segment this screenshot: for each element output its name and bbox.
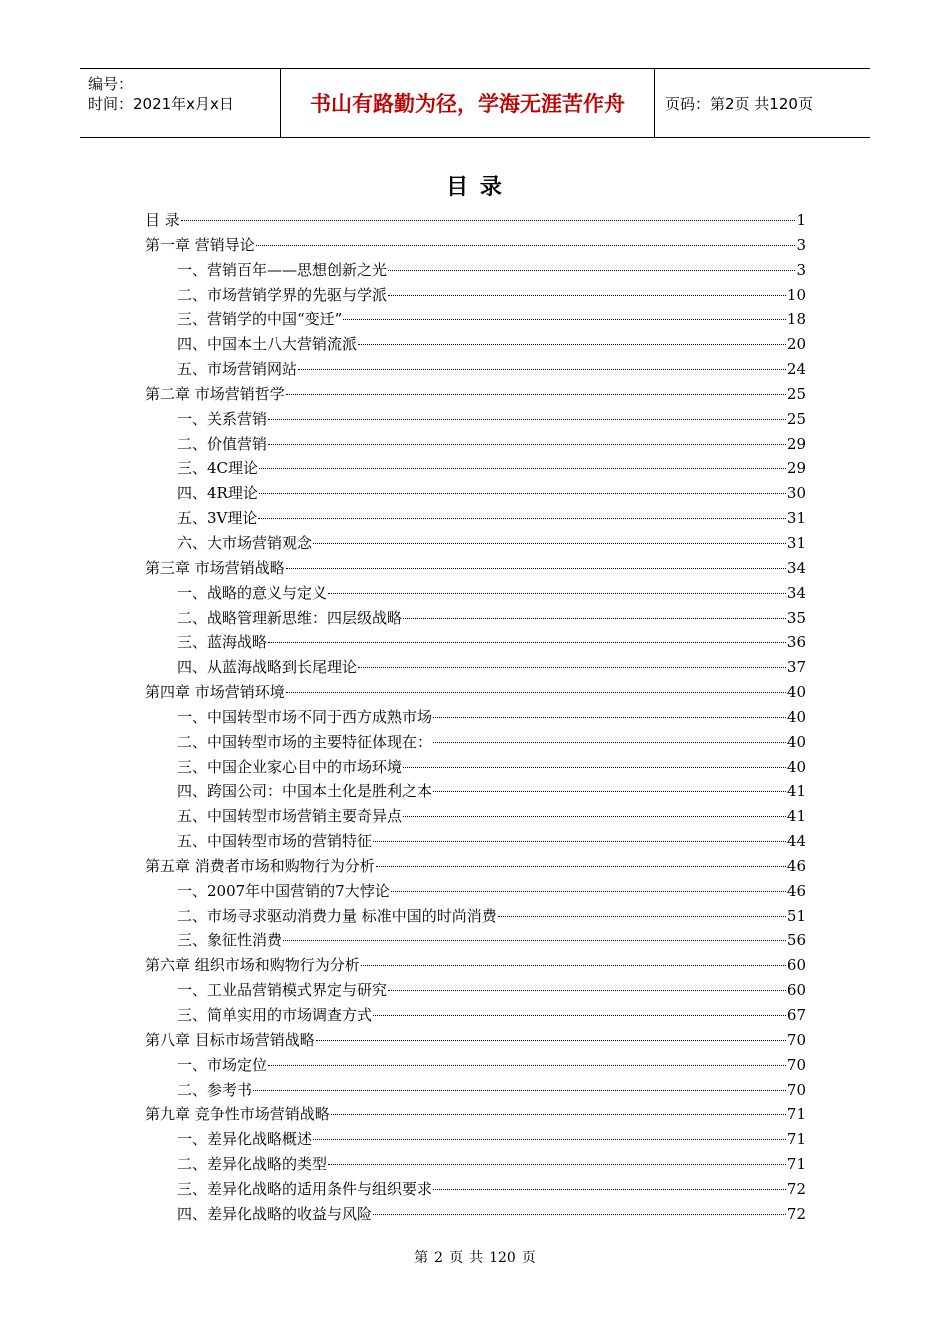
date-label: 时间：2021年x月x日: [88, 95, 234, 113]
toc-entry-page: 25: [786, 384, 806, 403]
toc-section-entry[interactable]: [145, 705, 806, 730]
toc-entry-label: 第九章 竞争性市场营销战略: [145, 1105, 330, 1124]
toc-dot-leader: [433, 717, 786, 718]
toc-entry-page: 31: [786, 509, 806, 528]
toc-entry-label: 三、营销学的中国“变迁”: [177, 310, 343, 329]
toc-entry-page: 24: [786, 360, 806, 379]
toc-dot-leader: [376, 866, 786, 867]
toc-entry-label: 一、工业品营销模式界定与研究: [177, 981, 388, 1000]
toc-dot-leader: [259, 468, 786, 469]
footer-word: 页: [449, 1250, 464, 1266]
toc-entry-label: 第三章 市场营销战略: [145, 558, 285, 577]
toc-entry-page: 35: [786, 608, 806, 627]
toc-dot-leader: [253, 1090, 786, 1091]
toc-dot-leader: [181, 220, 796, 221]
toc-chapter-entry[interactable]: [145, 208, 806, 233]
toc-section-entry[interactable]: [145, 1078, 806, 1103]
toc-dot-leader: [373, 841, 786, 842]
toc-dot-leader: [313, 543, 786, 544]
toc-entry-label: 第二章 市场营销哲学: [145, 384, 285, 403]
footer-word: 共: [469, 1250, 484, 1266]
page-header: [80, 68, 870, 138]
toc-entry-page: 46: [786, 881, 806, 900]
footer-word: 第: [414, 1250, 429, 1266]
toc-entry-label: 四、差异化战略的收益与风险: [177, 1204, 373, 1223]
footer-page-number: 2: [434, 1250, 444, 1266]
toc-entry-label: 二、市场营销学界的先驱与学派: [177, 285, 388, 304]
toc-section-entry[interactable]: [145, 655, 806, 680]
toc-entry-page: 3: [796, 235, 806, 254]
toc-entry-label: 三、象征性消费: [177, 931, 283, 950]
toc-entry-page: 67: [786, 1006, 806, 1024]
toc-dot-leader: [373, 1015, 786, 1016]
toc-dot-leader: [361, 965, 786, 966]
toc-entry-page: 41: [786, 782, 806, 801]
toc-entry-label: 五、3V理论: [177, 509, 258, 528]
toc-entry-label: 三、蓝海战略: [177, 633, 268, 652]
toc-dot-leader: [433, 791, 786, 792]
toc-entry-page: 18: [786, 310, 806, 329]
toc-entry-page: 3: [796, 260, 806, 279]
toc-entry-page: 40: [786, 757, 806, 776]
toc-entry-page: 29: [786, 459, 806, 478]
toc-dot-leader: [331, 1114, 786, 1115]
toc-entry-page: 60: [786, 981, 806, 1000]
toc-entry-label: 三、4C理论: [177, 459, 259, 478]
toc-section-entry[interactable]: [145, 1177, 806, 1202]
toc-section-entry[interactable]: [145, 755, 806, 780]
header-motto: 书山有路勤为径，学海无涯苦作舟: [281, 69, 655, 137]
toc-section-entry[interactable]: [145, 879, 806, 904]
toc-entry-label: 第一章 营销导论: [145, 235, 255, 254]
toc-entry-label: 三、中国企业家心目中的市场环境: [177, 757, 403, 776]
toc-chapter-entry[interactable]: [145, 233, 806, 258]
toc-entry-label: 第四章 市场营销环境: [145, 683, 285, 702]
toc-dot-leader: [286, 394, 786, 395]
toc-dot-leader: [268, 444, 786, 445]
toc-entry-page: 37: [786, 658, 806, 677]
toc-section-entry[interactable]: [145, 779, 806, 804]
toc-chapter-entry[interactable]: [145, 382, 806, 407]
toc-entry-page: 34: [786, 583, 806, 602]
toc-dot-leader: [268, 642, 786, 643]
toc-entry-label: 五、市场营销网站: [177, 360, 298, 379]
toc-entry-page: 51: [786, 906, 806, 925]
toc-entry-page: 1: [796, 211, 806, 229]
toc-entry-label: 四、4R理论: [177, 484, 258, 503]
toc-dot-leader: [298, 369, 786, 370]
toc-entry-page: 70: [786, 1030, 806, 1049]
table-of-contents: [145, 208, 806, 1227]
toc-section-entry[interactable]: [145, 506, 806, 531]
toc-section-entry[interactable]: [145, 456, 806, 481]
toc-dot-leader: [403, 618, 786, 619]
toc-entry-label: 一、差异化战略概述: [177, 1130, 313, 1149]
header-meta: [80, 69, 281, 137]
toc-entry-page: 70: [786, 1080, 806, 1099]
toc-entry-label: 一、营销百年——思想创新之光: [177, 260, 388, 279]
toc-entry-label: 六、大市场营销观念: [177, 533, 313, 552]
toc-section-entry[interactable]: [145, 978, 806, 1003]
toc-entry-label: 二、中国转型市场的主要特征体现在：: [177, 732, 433, 751]
toc-entry-label: 二、战略管理新思维：四层级战略: [177, 608, 403, 627]
toc-entry-label: 第六章 组织市场和购物行为分析: [145, 956, 360, 975]
toc-section-entry[interactable]: [145, 804, 806, 829]
toc-chapter-entry[interactable]: [145, 854, 806, 879]
toc-section-entry[interactable]: [145, 1053, 806, 1078]
toc-entry-page: 72: [786, 1179, 806, 1198]
toc-chapter-entry[interactable]: [145, 680, 806, 705]
toc-dot-leader: [286, 568, 786, 569]
toc-dot-leader: [258, 518, 786, 519]
toc-entry-page: 40: [786, 732, 806, 751]
toc-entry-label: 第五章 消费者市场和购物行为分析: [145, 856, 375, 875]
toc-dot-leader: [403, 767, 786, 768]
toc-dot-leader: [358, 667, 786, 668]
toc-entry-label: 四、跨国公司：中国本土化是胜利之本: [177, 782, 433, 801]
toc-section-entry[interactable]: [145, 432, 806, 457]
toc-dot-leader: [403, 816, 786, 817]
footer-word: 页: [521, 1250, 536, 1266]
toc-section-entry[interactable]: [145, 481, 806, 506]
toc-entry-label: 第八章 目标市场营销战略: [145, 1030, 315, 1049]
toc-section-entry[interactable]: [145, 1003, 806, 1028]
toc-entry-label: 二、市场寻求驱动消费力量 标准中国的时尚消费: [177, 906, 497, 925]
toc-entry-page: 60: [786, 956, 806, 975]
toc-dot-leader: [391, 891, 786, 892]
toc-dot-leader: [268, 1065, 786, 1066]
toc-chapter-entry[interactable]: [145, 556, 806, 581]
toc-section-entry[interactable]: [145, 606, 806, 631]
serial-label: 编号：: [88, 75, 134, 93]
toc-entry-label: 三、差异化战略的适用条件与组织要求: [177, 1179, 433, 1198]
toc-entry-page: 70: [786, 1055, 806, 1074]
toc-entry-page: 71: [786, 1155, 806, 1174]
toc-dot-leader: [358, 344, 786, 345]
toc-section-entry[interactable]: [145, 357, 806, 382]
toc-dot-leader: [388, 295, 786, 296]
toc-section-entry[interactable]: [145, 829, 806, 854]
toc-section-entry[interactable]: [145, 531, 806, 556]
toc-dot-leader: [373, 1214, 786, 1215]
toc-entry-label: 五、中国转型市场营销主要奇异点: [177, 807, 403, 826]
toc-entry-label: 三、简单实用的市场调查方式: [177, 1006, 373, 1024]
toc-section-entry[interactable]: [145, 904, 806, 929]
toc-entry-label: 二、参考书: [177, 1080, 253, 1099]
toc-entry-page: 25: [786, 409, 806, 428]
toc-entry-label: 四、从蓝海战略到长尾理论: [177, 658, 358, 677]
header-page-label: 页码：第2页 共120页: [665, 94, 813, 113]
toc-entry-page: 46: [786, 856, 806, 875]
toc-entry-page: 41: [786, 807, 806, 826]
toc-entry-page: 44: [786, 832, 806, 851]
page-title: 目 录: [446, 174, 504, 200]
page-footer: [0, 1247, 950, 1267]
toc-dot-leader: [388, 270, 795, 271]
toc-entry-page: 29: [786, 434, 806, 453]
toc-entry-page: 72: [786, 1204, 806, 1223]
toc-dot-leader: [286, 692, 786, 693]
toc-section-entry[interactable]: [145, 307, 806, 332]
toc-dot-leader: [283, 940, 786, 941]
toc-entry-label: 一、中国转型市场不同于西方成熟市场: [177, 707, 433, 726]
toc-dot-leader: [259, 493, 786, 494]
toc-section-entry[interactable]: [145, 1202, 806, 1227]
toc-dot-leader: [256, 245, 796, 246]
toc-dot-leader: [433, 742, 786, 743]
toc-section-entry[interactable]: [145, 407, 806, 432]
toc-dot-leader: [343, 319, 786, 320]
toc-section-entry[interactable]: [145, 1127, 806, 1152]
toc-dot-leader: [388, 990, 786, 991]
toc-section-entry[interactable]: [145, 332, 806, 357]
toc-entry-label: 五、中国转型市场的营销特征: [177, 832, 373, 851]
toc-entry-label: 一、战略的意义与定义: [177, 583, 328, 602]
toc-entry-page: 31: [786, 533, 806, 552]
toc-dot-leader: [498, 916, 786, 917]
toc-entry-label: 二、价值营销: [177, 434, 268, 453]
toc-entry-label: 一、市场定位: [177, 1055, 268, 1074]
toc-section-entry[interactable]: [145, 928, 806, 953]
footer-total-pages: 120: [489, 1250, 516, 1266]
toc-entry-page: 34: [786, 558, 806, 577]
toc-entry-page: 40: [786, 707, 806, 726]
toc-entry-page: 71: [786, 1105, 806, 1124]
toc-dot-leader: [433, 1189, 786, 1190]
toc-section-entry[interactable]: [145, 581, 806, 606]
toc-entry-page: 36: [786, 633, 806, 652]
toc-dot-leader: [328, 593, 786, 594]
toc-entry-label: 目 录: [145, 211, 180, 229]
toc-dot-leader: [328, 1164, 786, 1165]
toc-chapter-entry[interactable]: [145, 1102, 806, 1127]
toc-dot-leader: [313, 1139, 786, 1140]
toc-entry-page: 40: [786, 683, 806, 702]
toc-entry-page: 30: [786, 484, 806, 503]
toc-section-entry[interactable]: [145, 630, 806, 655]
toc-section-entry[interactable]: [145, 1152, 806, 1177]
toc-entry-label: 一、关系营销: [177, 409, 268, 428]
toc-section-entry[interactable]: [145, 283, 806, 308]
toc-dot-leader: [268, 419, 786, 420]
toc-chapter-entry[interactable]: [145, 953, 806, 978]
toc-entry-page: 20: [786, 335, 806, 354]
toc-entry-label: 一、2007年中国营销的7大悖论: [177, 881, 390, 900]
toc-section-entry[interactable]: [145, 258, 806, 283]
toc-dot-leader: [316, 1040, 786, 1041]
toc-entry-page: 71: [786, 1130, 806, 1149]
toc-section-entry[interactable]: [145, 730, 806, 755]
toc-entry-label: 二、差异化战略的类型: [177, 1155, 328, 1174]
toc-entry-page: 10: [786, 285, 806, 304]
toc-entry-page: 56: [786, 931, 806, 950]
toc-entry-label: 四、中国本土八大营销流派: [177, 335, 358, 354]
toc-chapter-entry[interactable]: [145, 1028, 806, 1053]
